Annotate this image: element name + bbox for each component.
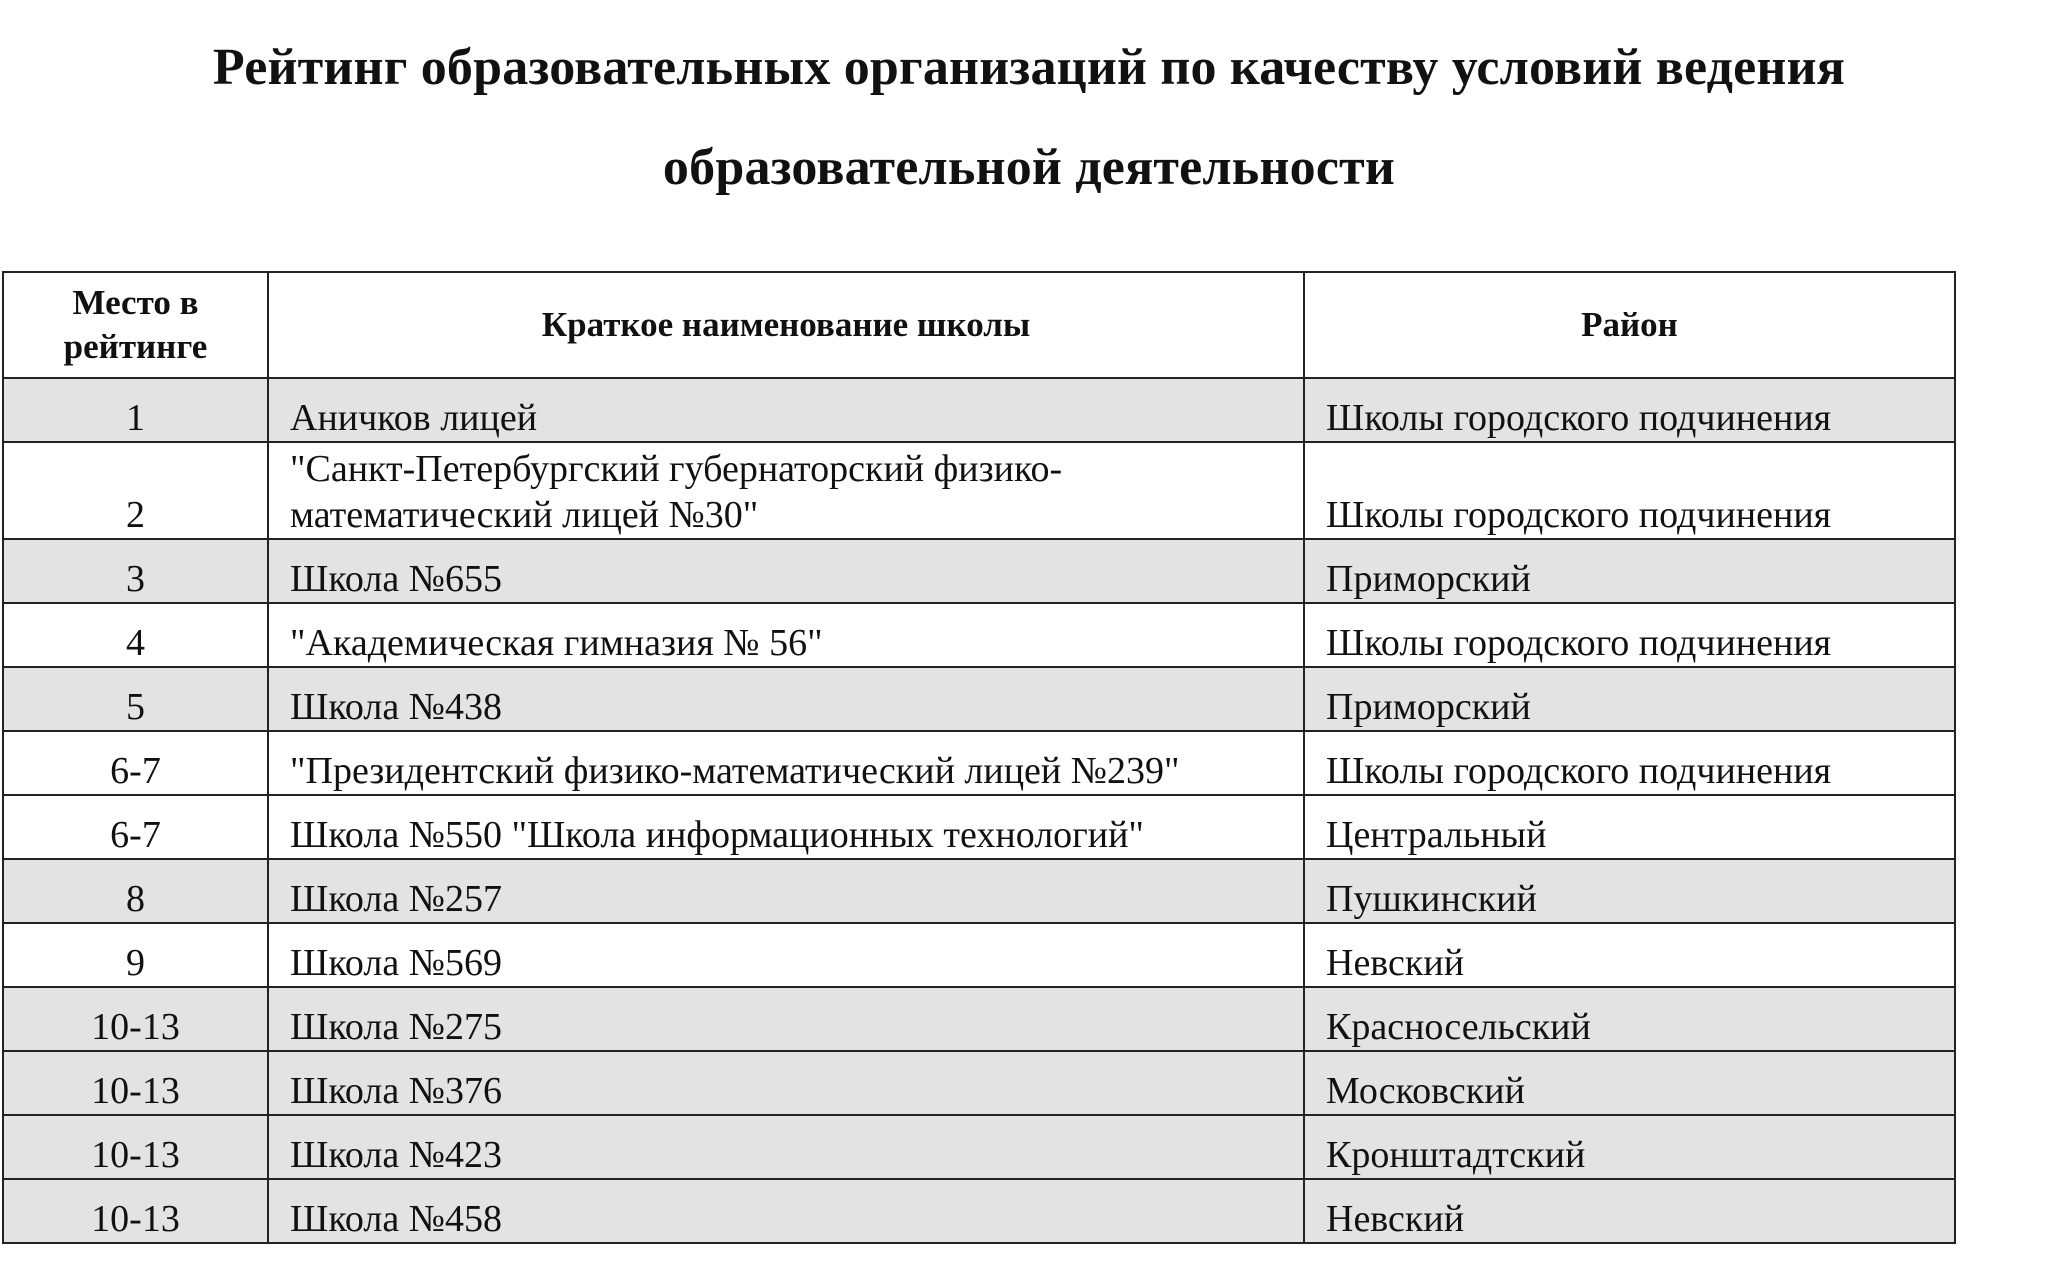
cell-place: 5 bbox=[3, 667, 268, 731]
table-row bbox=[3, 1051, 1955, 1115]
cell-place: 9 bbox=[3, 923, 268, 987]
cell-school-name: Школа №550 "Школа информационных технологий" bbox=[268, 795, 1304, 859]
page-title bbox=[0, 18, 2058, 218]
cell-district: Приморский bbox=[1304, 539, 1955, 603]
cell-school-name: Школа №655 bbox=[268, 539, 1304, 603]
cell-district: Красносельский bbox=[1304, 987, 1955, 1051]
page-title-line-1: Рейтинг образовательных организаций по качеству условий ведения bbox=[212, 39, 1846, 96]
table-row bbox=[3, 539, 1955, 603]
cell-school-name: "Санкт-Петербургский губернаторский физико-математический лицей №30" bbox=[268, 442, 1304, 539]
cell-place: 6-7 bbox=[3, 731, 268, 795]
cell-district: Московский bbox=[1304, 1051, 1955, 1115]
header-school-name: Краткое наименование школы bbox=[268, 272, 1304, 378]
cell-place: 1 bbox=[3, 378, 268, 442]
rating-table bbox=[2, 271, 1956, 1244]
cell-district: Невский bbox=[1304, 923, 1955, 987]
cell-place: 10-13 bbox=[3, 1179, 268, 1243]
cell-district: Приморский bbox=[1304, 667, 1955, 731]
cell-place: 4 bbox=[3, 603, 268, 667]
cell-place: 10-13 bbox=[3, 987, 268, 1051]
table-row bbox=[3, 731, 1955, 795]
cell-district: Центральный bbox=[1304, 795, 1955, 859]
cell-school-name: Школа №458 bbox=[268, 1179, 1304, 1243]
cell-district: Невский bbox=[1304, 1179, 1955, 1243]
cell-school-name: Школа №376 bbox=[268, 1051, 1304, 1115]
cell-school-name: Школа №257 bbox=[268, 859, 1304, 923]
header-place: Место в рейтинге bbox=[3, 272, 268, 378]
cell-district: Школы городского подчинения bbox=[1304, 442, 1955, 539]
cell-district: Школы городского подчинения bbox=[1304, 731, 1955, 795]
cell-school-name: "Академическая гимназия № 56" bbox=[268, 603, 1304, 667]
cell-district: Школы городского подчинения bbox=[1304, 603, 1955, 667]
table-row bbox=[3, 859, 1955, 923]
cell-place: 8 bbox=[3, 859, 268, 923]
cell-district: Пушкинский bbox=[1304, 859, 1955, 923]
cell-school-name: Аничков лицей bbox=[268, 378, 1304, 442]
table-row bbox=[3, 1179, 1955, 1243]
cell-school-name: "Президентский физико-математический лицей №239" bbox=[268, 731, 1304, 795]
table-header-row bbox=[3, 272, 1955, 378]
table-row bbox=[3, 923, 1955, 987]
table-row bbox=[3, 1115, 1955, 1179]
cell-district: Кронштадтский bbox=[1304, 1115, 1955, 1179]
cell-school-name: Школа №423 bbox=[268, 1115, 1304, 1179]
cell-place: 3 bbox=[3, 539, 268, 603]
cell-school-name: Школа №569 bbox=[268, 923, 1304, 987]
table-row bbox=[3, 603, 1955, 667]
cell-place: 6-7 bbox=[3, 795, 268, 859]
cell-place: 10-13 bbox=[3, 1115, 268, 1179]
page-title-line-2: образовательной деятельности bbox=[662, 139, 1396, 196]
table-row bbox=[3, 442, 1955, 539]
cell-district: Школы городского подчинения bbox=[1304, 378, 1955, 442]
table-row bbox=[3, 667, 1955, 731]
cell-place: 2 bbox=[3, 442, 268, 539]
header-district: Район bbox=[1304, 272, 1955, 378]
cell-school-name: Школа №438 bbox=[268, 667, 1304, 731]
cell-school-name: Школа №275 bbox=[268, 987, 1304, 1051]
table-row bbox=[3, 987, 1955, 1051]
table-row bbox=[3, 795, 1955, 859]
table-row bbox=[3, 378, 1955, 442]
cell-place: 10-13 bbox=[3, 1051, 268, 1115]
